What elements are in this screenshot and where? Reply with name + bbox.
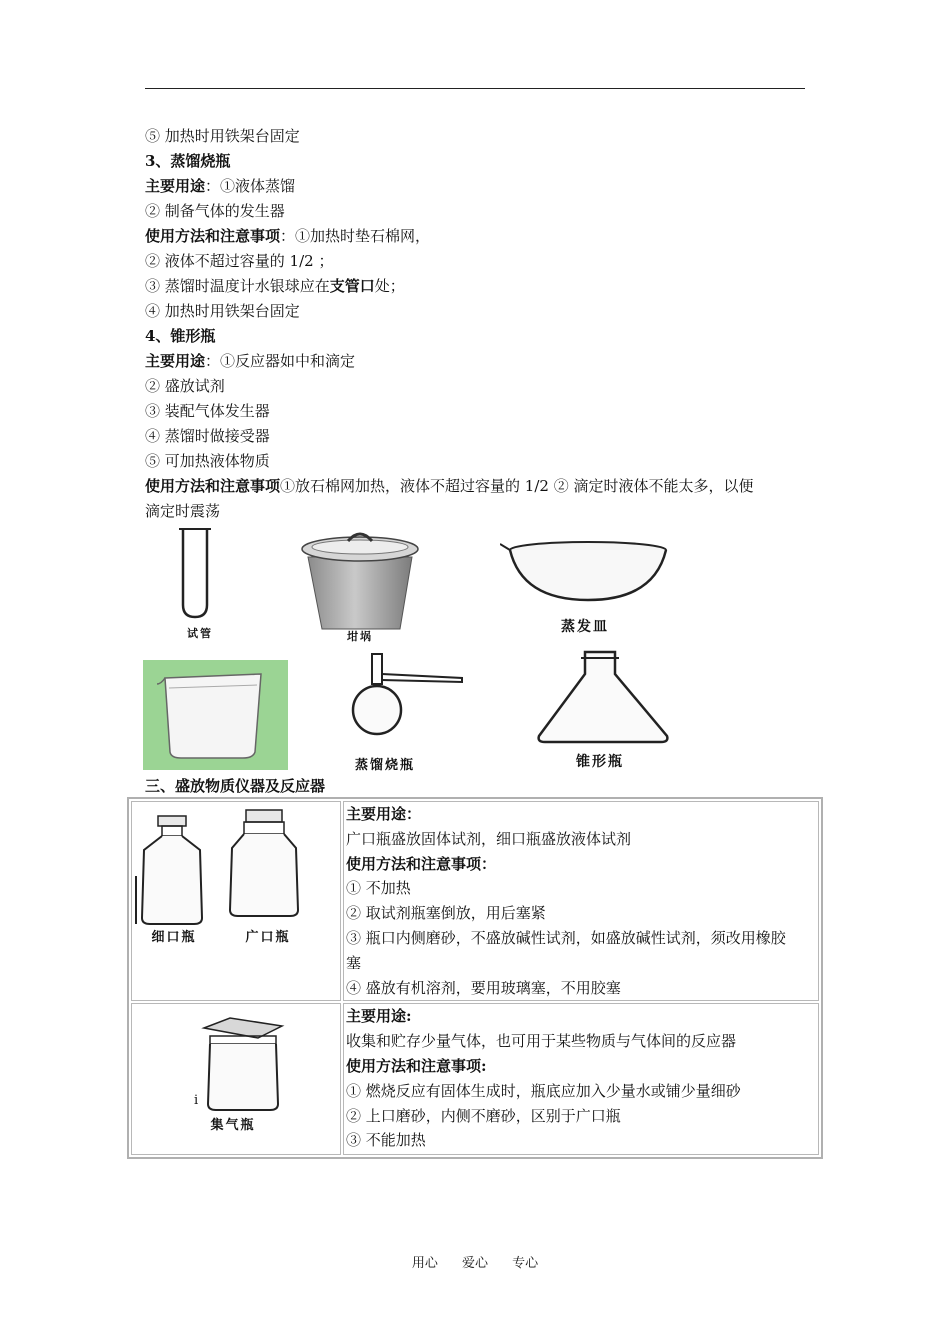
footer-word: 爱心 bbox=[461, 1256, 488, 1271]
text-line: 广口瓶盛放固体试剂，细口瓶盛放液体试剂 bbox=[346, 829, 632, 848]
text-line: 使用方法和注意事项①放石棉网加热，液体不超过容量的 1/2 ② 滴定时液体不能太多，以便 bbox=[145, 477, 754, 495]
instrument-table bbox=[127, 797, 823, 1159]
text-line: ② 盛放试剂 bbox=[145, 377, 225, 395]
text-line: 收集和贮存少量气体，也可用于某些物质与气体间的反应器 bbox=[346, 1032, 737, 1051]
text-line: ③ 蒸馏时温度计水银球应在支管口处； bbox=[145, 277, 405, 295]
header-rule bbox=[145, 88, 805, 89]
label-method: 使用方法和注意事项 bbox=[145, 477, 281, 495]
page-footer bbox=[0, 1252, 950, 1271]
text-line: 主要用途：①液体蒸馏 bbox=[145, 177, 296, 195]
crucible-image bbox=[300, 527, 420, 632]
text-line: ③ 不能加热 bbox=[346, 1131, 426, 1150]
text-line: ③ 瓶口内侧磨砂，不盛放碱性试剂，如盛放碱性试剂，须改用橡胶 bbox=[346, 928, 786, 947]
reagent-bottles-cell bbox=[131, 801, 341, 1001]
section-title-containers: 三、盛放物质仪器及反应器 bbox=[145, 777, 326, 795]
caption-crucible: 坩埚 bbox=[347, 630, 373, 643]
footer-word: 专心 bbox=[512, 1256, 539, 1271]
label-use: 主要用途: bbox=[346, 1007, 412, 1026]
text-line: ④ 盛放有机溶剂，要用玻璃塞，不用胶塞 bbox=[346, 978, 621, 997]
section-title-flask: 3、蒸馏烧瓶 bbox=[145, 152, 231, 170]
label-method: 使用方法和注意事项： bbox=[346, 854, 497, 873]
text-line: 塞 bbox=[346, 953, 362, 972]
footer-word: 用心 bbox=[411, 1256, 438, 1271]
gas-jar-cell bbox=[131, 1003, 341, 1155]
caption-evaporating-dish: 蒸发皿 bbox=[561, 619, 609, 635]
caption-conical-flask: 锥形瓶 bbox=[576, 754, 624, 770]
text-line: ③ 装配气体发生器 bbox=[145, 402, 270, 420]
conical-flask-image bbox=[535, 650, 670, 745]
text-line: ① 不加热 bbox=[346, 879, 411, 898]
caption-test-tube: 试管 bbox=[187, 627, 213, 640]
text-line: 主要用途：①反应器如中和滴定 bbox=[145, 352, 356, 370]
text-line: 使用方法和注意事项：①加热时垫石棉网， bbox=[145, 227, 431, 245]
text-line: ⑤ 可加热液体物质 bbox=[145, 452, 270, 470]
test-tube-image bbox=[175, 527, 215, 622]
caption-gas-jar: 集气瓶 bbox=[210, 1118, 256, 1134]
table-row bbox=[131, 801, 819, 1001]
label-use: 主要用途： bbox=[346, 805, 422, 823]
text-line: ① 燃烧反应有固体生成时，瓶底应加入少量水或铺少量细砂 bbox=[346, 1081, 741, 1100]
bottles-description-cell bbox=[343, 801, 819, 1001]
stray-mark: i bbox=[194, 1093, 199, 1109]
gas-jar-description-cell bbox=[343, 1003, 819, 1155]
emphasis-text: 支管口 bbox=[329, 277, 375, 295]
evaporating-dish-image bbox=[500, 538, 670, 608]
beaker-image bbox=[143, 660, 288, 770]
text-line: ② 液体不超过容量的 1/2 ； bbox=[145, 252, 334, 270]
section-title-conical: 4、锥形瓶 bbox=[145, 327, 216, 345]
caption-wide-bottle: 广口瓶 bbox=[245, 930, 291, 945]
text-line: ② 取试剂瓶塞倒放，用后塞紧 bbox=[346, 904, 546, 923]
text-line: ⑤ 加热时用铁架台固定 bbox=[145, 127, 300, 145]
caption-distillation-flask: 蒸馏烧瓶 bbox=[354, 758, 415, 773]
distillation-flask-image bbox=[350, 652, 465, 742]
text-line: 滴定时震荡 bbox=[145, 502, 221, 520]
caption-narrow-bottle: 细口瓶 bbox=[151, 930, 197, 945]
text-line: ④ 加热时用铁架台固定 bbox=[145, 302, 300, 320]
label-method: 使用方法和注意事项: bbox=[346, 1056, 487, 1075]
table-row bbox=[131, 1003, 819, 1155]
label-method: 使用方法和注意事项 bbox=[145, 227, 281, 245]
text-line: ② 制备气体的发生器 bbox=[145, 202, 285, 220]
text-line: ② 上口磨砂，内侧不磨砂，区别于广口瓶 bbox=[346, 1106, 621, 1125]
label-use: 主要用途 bbox=[145, 352, 206, 370]
text-line: ④ 蒸馏时做接受器 bbox=[145, 427, 270, 445]
label-use: 主要用途 bbox=[145, 177, 206, 195]
